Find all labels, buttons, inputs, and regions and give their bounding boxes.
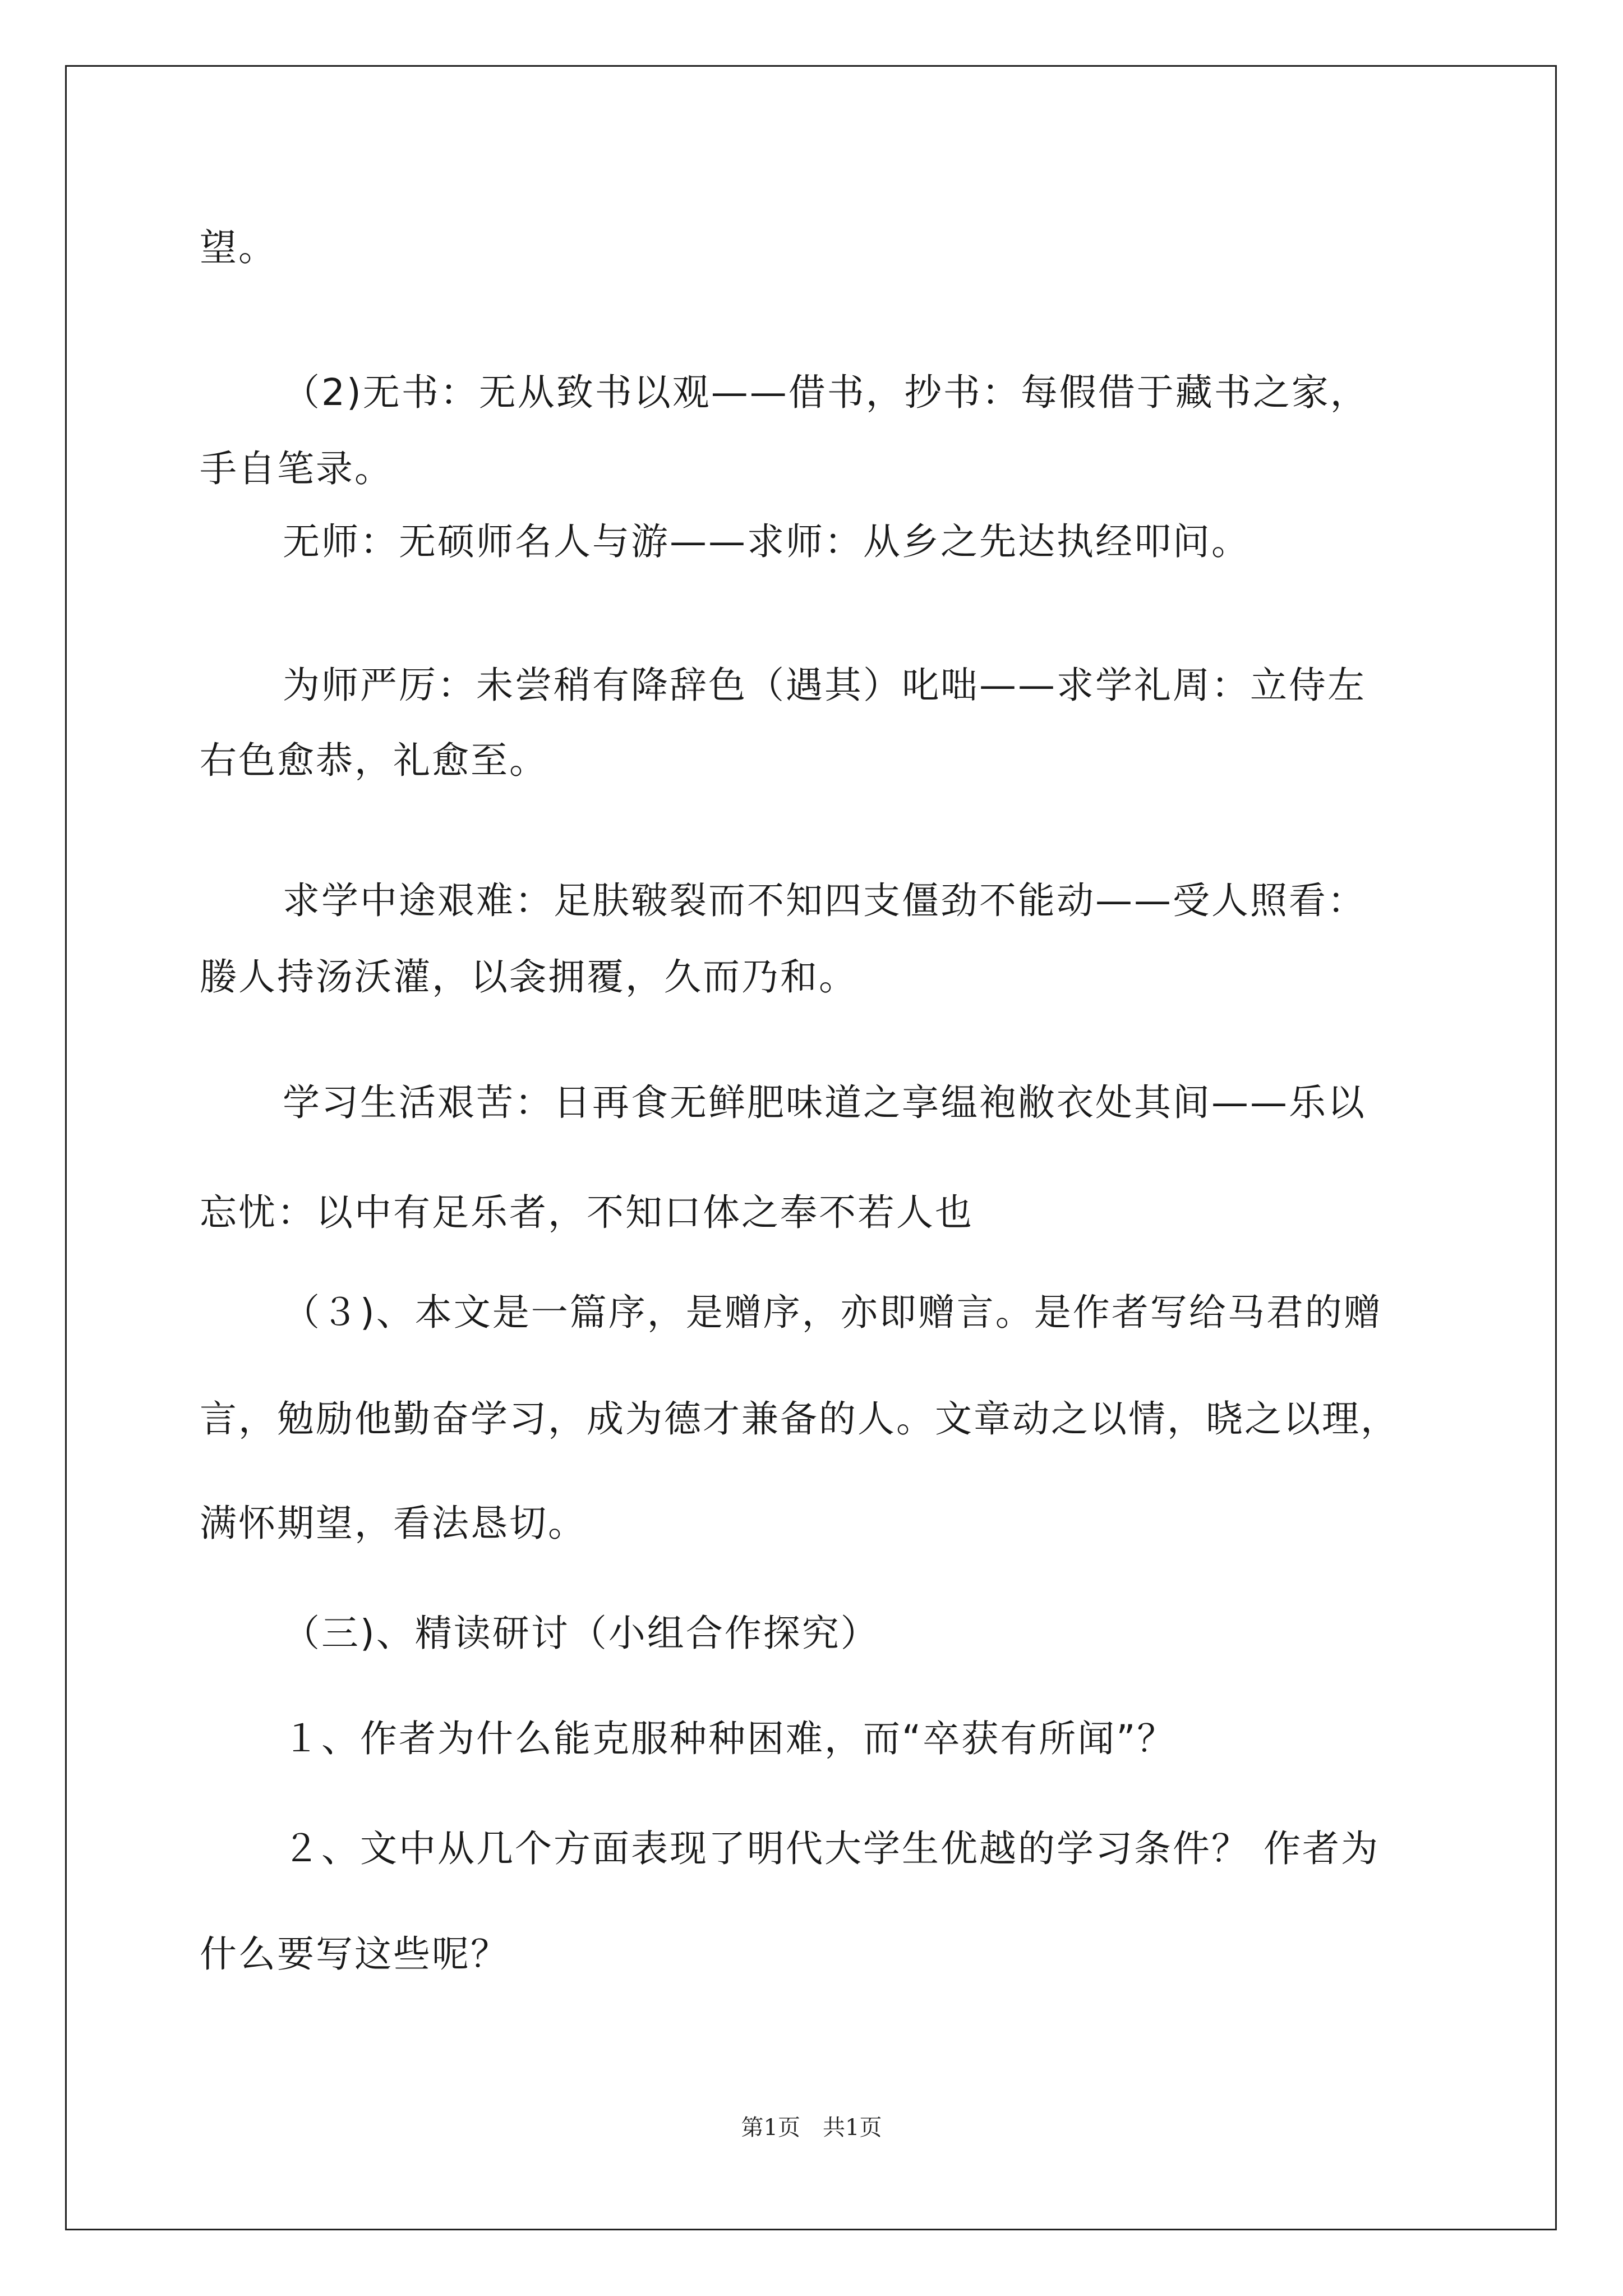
text-line: 什么要写这些呢？ [200, 1932, 509, 1976]
text-line: 无师：无硕师名人与游——求师：从乡之先达执经叩问。 [283, 520, 1250, 563]
text-line: 右色愈恭，礼愈至。 [200, 739, 548, 782]
text-line: 言，勉励他勤奋学习，成为德才兼备的人。文章动之以情，晓之以理， [200, 1397, 1399, 1441]
text-line: 求学中途艰难：足肤皲裂而不知四支僵劲不能动——受人照看： [283, 879, 1366, 922]
text-line: （2)无书：无从致书以观——借书，抄书：每假借于藏书之家， [283, 371, 1369, 414]
page-number-footer: 第1页 共1页 [741, 2115, 882, 2141]
text-line: （３)、本文是一篇序，是赠序，亦即赠言。是作者写给马君的赠 [283, 1291, 1382, 1334]
text-line: 望。 [200, 226, 277, 269]
text-line: ２、文中从几个方面表现了明代大学生优越的学习条件？ 作者为 [283, 1827, 1380, 1870]
text-line: 为师严厉：未尝稍有降辞色（遇其）叱咄——求学礼周：立侍左 [283, 664, 1366, 707]
text-line: （三)、精读研讨（小组合作探究） [283, 1612, 879, 1655]
text-line: １、作者为什么能克服种种困难，而“卒获有所闻”？ [283, 1717, 1176, 1760]
text-line: 学习生活艰苦：日再食无鲜肥味道之享缊袍敝衣处其间——乐以 [283, 1081, 1366, 1124]
text-line: 满怀期望，看法恳切。 [200, 1502, 587, 1545]
text-line: 手自笔录。 [200, 447, 393, 490]
text-line: 媵人持汤沃灌，以衾拥覆，久而乃和。 [200, 955, 857, 999]
text-line: 忘忧：以中有足乐者，不知口体之奉不若人也 [200, 1191, 974, 1234]
